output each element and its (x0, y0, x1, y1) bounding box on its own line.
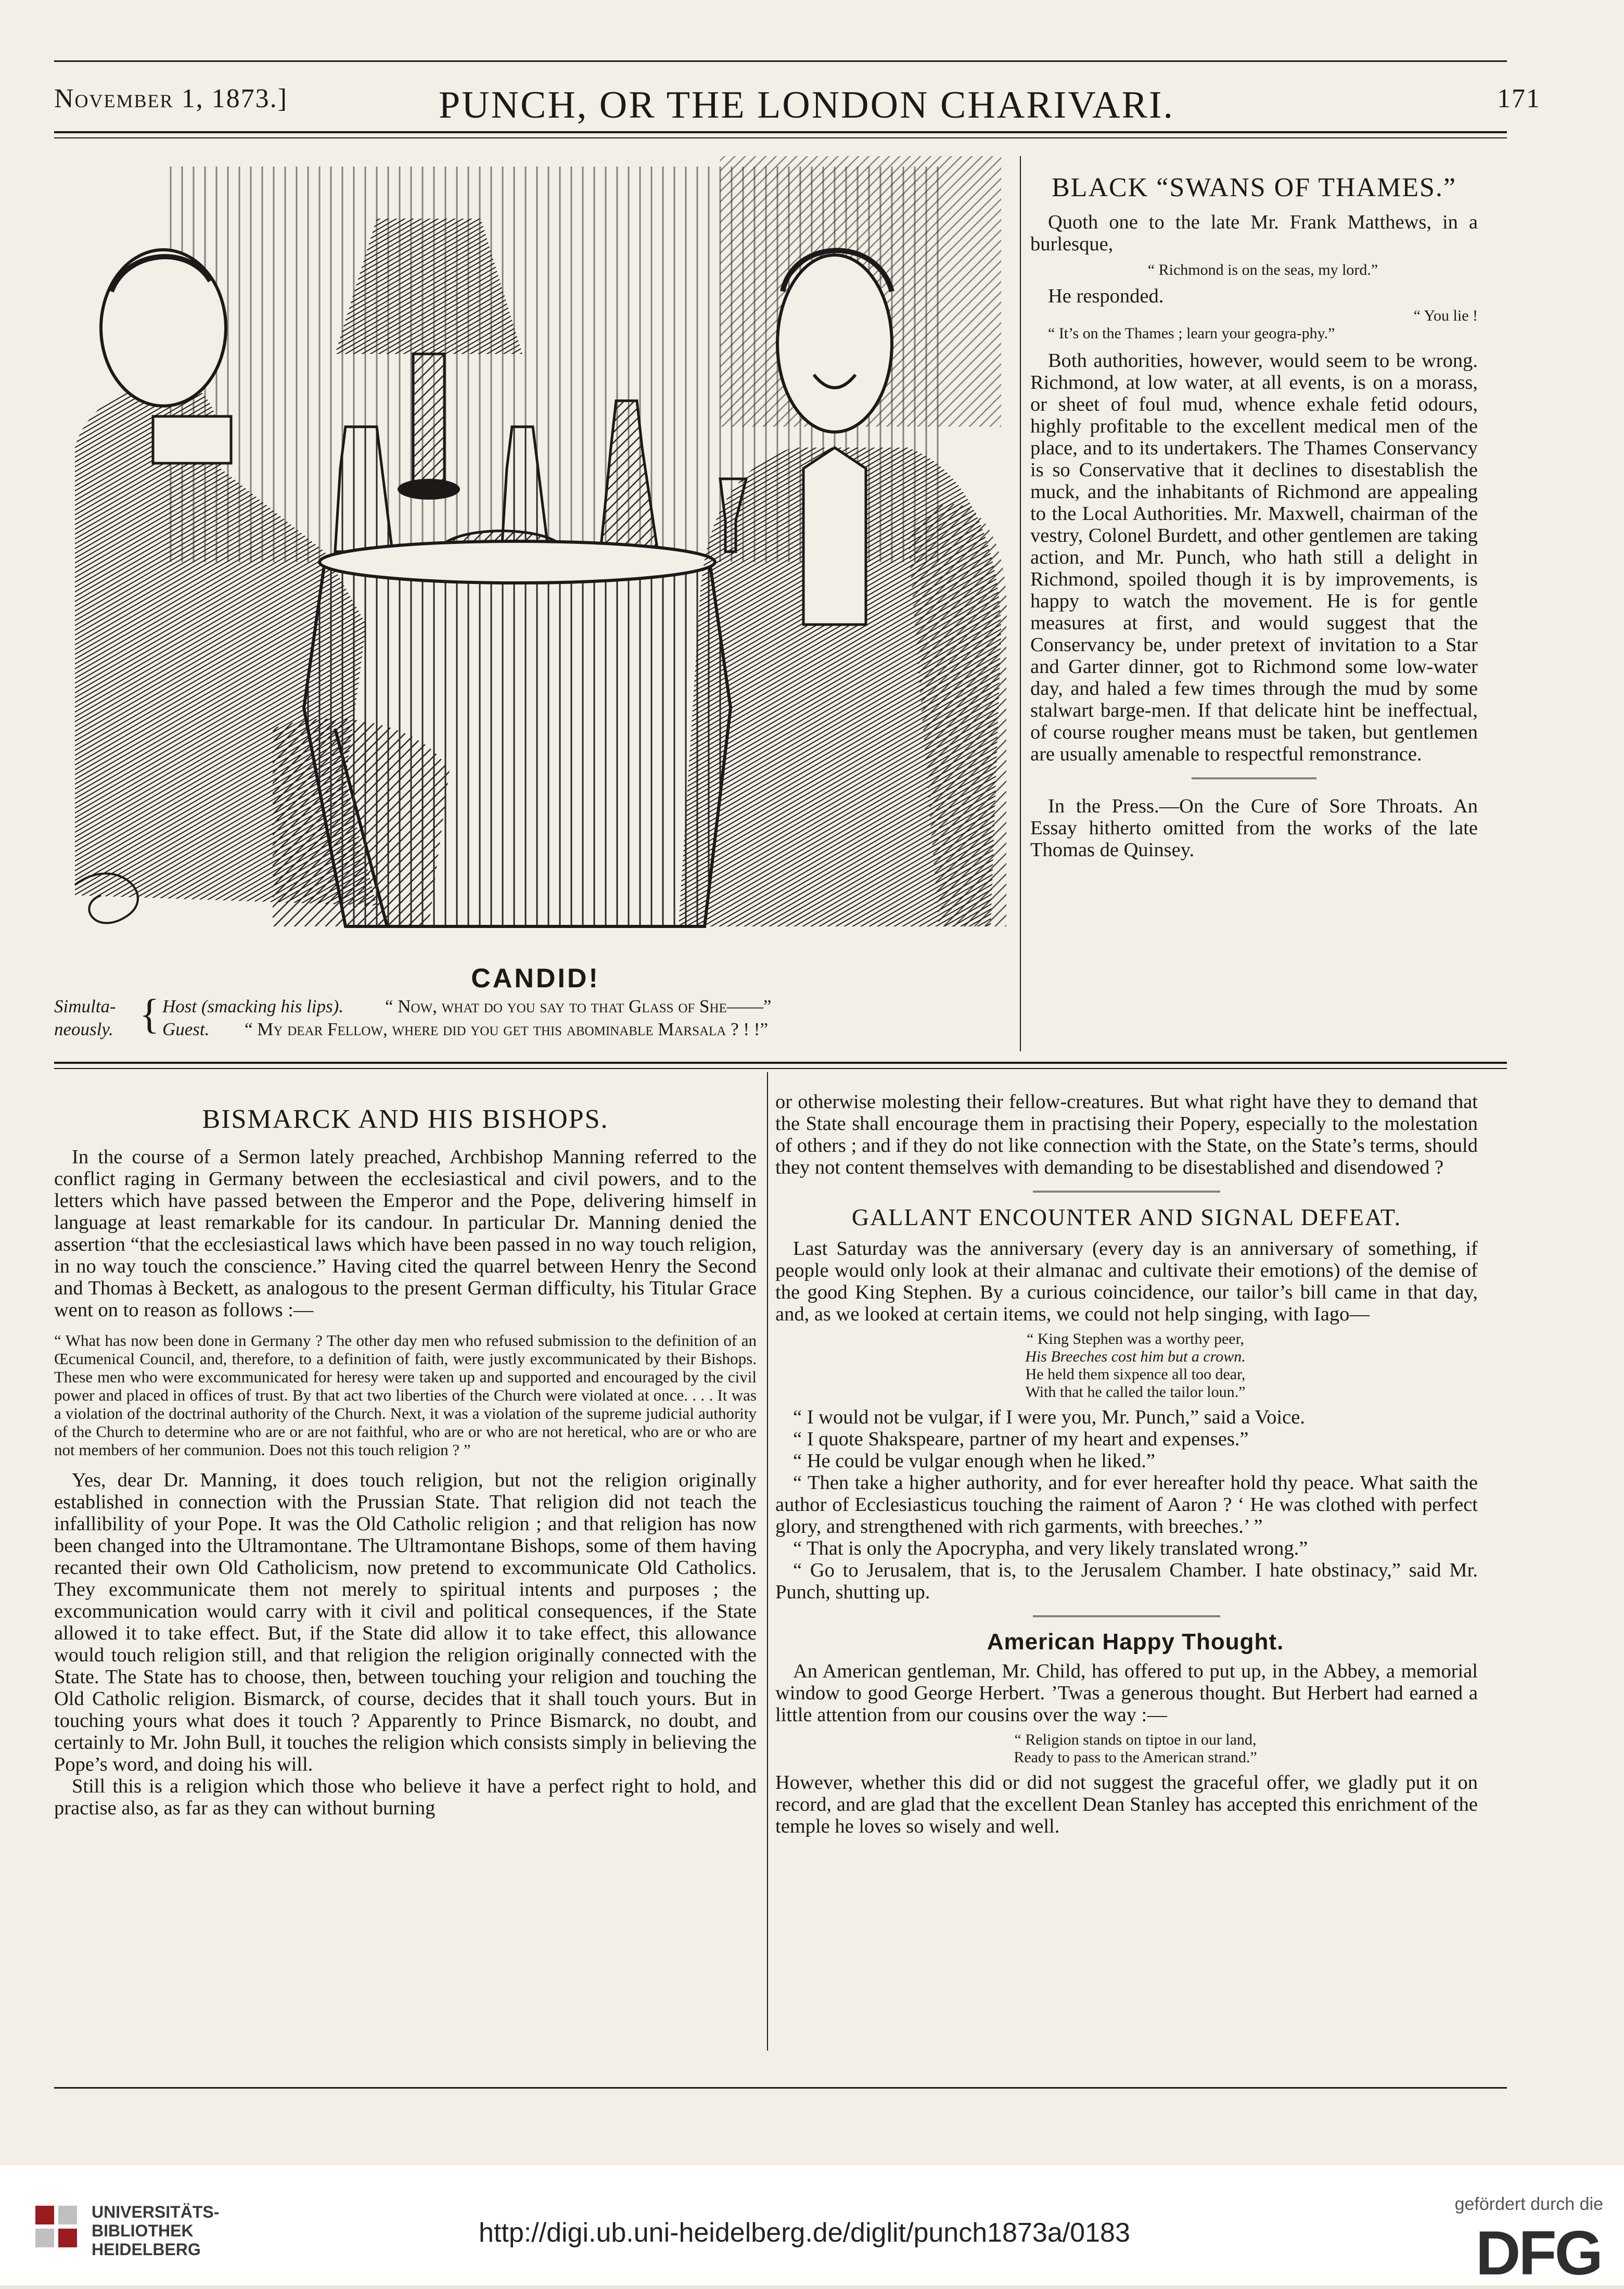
american-p1: An American gentleman, Mr. Child, has offered to put up, in the Abbey, a memorial window to good George Herbert. ’Twas a generous thought. But Herbert had earned a little attention from our cousins over the way :— (775, 1660, 1478, 1726)
black-swans-p1: Quoth one to the late Mr. Frank Matthews, in a burlesque, (1030, 211, 1478, 255)
cartoon-tag-line1: Simulta- (54, 996, 116, 1016)
bismarck-article (54, 1104, 757, 1819)
in-the-press: In the Press.—On the Cure of Sore Throats. An Essay hitherto omitted from the works of the late Thomas de Quinsey. (1030, 795, 1478, 861)
cartoon-line-host: “ Now, what do you say to that Glass of She——” (385, 996, 772, 1016)
black-swans-heading: BLACK “SWANS OF THAMES.” (1052, 173, 1456, 202)
bottom-rule (54, 2087, 1507, 2089)
gallant-p3: “ I quote Shakspeare, partner of my heart and expenses.” (793, 1428, 1249, 1450)
bismarck-p4: or otherwise molesting their fellow-creatures. But what right have they to demand that the State shall encourage them in practising their Popery, especially to the molestation of others ; and if they do not like connection with the State, on the State’s terms, should they not content themselves with demanding to be disestablished and disendowed ? (775, 1091, 1478, 1178)
header-title: PUNCH, OR THE LONDON CHARIVARI. (438, 84, 1175, 126)
gallant-p4: “ He could be vulgar enough when he liked.” (793, 1450, 1155, 1472)
american-verse2: Ready to pass to the American strand.” (1014, 1749, 1257, 1766)
column-divider-bottom (767, 1072, 768, 2051)
bismarck-p3: Still this is a religion which those who believe it have a perfect right to hold, and practise also, as far as they can without burning (54, 1775, 757, 1819)
american-heading: American Happy Thought. (987, 1629, 1284, 1655)
black-swans-verse1: “ Richmond is on the seas, my lord.” (1147, 261, 1378, 278)
permalink-url[interactable]: http://digi.ub.uni-heidelberg.de/diglit/punch1873a/0183 (479, 2218, 1130, 2248)
black-swans-article (1030, 173, 1478, 861)
cartoon-speaker-guest: Guest. (162, 1019, 210, 1039)
separator (1033, 1191, 1220, 1194)
gallant-verse1: “ King Stephen was a worthy peer, (1027, 1330, 1244, 1347)
gallant-p6: “ That is only the Apocrypha, and very likely translated wrong.” (793, 1537, 1308, 1559)
gallant-verse2: His Breeches cost him but a crown. (1025, 1348, 1246, 1365)
bismarck-heading: BISMARCK AND HIS BISHOPS. (202, 1104, 609, 1134)
gallant-verse4: With that he called the tailor loun.” (1025, 1383, 1246, 1401)
header-page-number: 171 (1497, 84, 1541, 113)
university-library-logo-icon (31, 2202, 81, 2252)
gallant-p5: “ Then take a higher authority, and for ever hereafter hold thy peace. What saith the author of Ecclesiasticus touching the raiment of Aaron ? ‘ He was clothed with perfect glory, and strengthened with rich garments, with breeches.’ ” (775, 1472, 1478, 1537)
right-column-bottom (775, 1091, 1478, 1837)
gallant-p7: “ Go to Jerusalem, that is, to the Jerusalem Chamber. I hate obstinacy,” said Mr. Punch, shutting up. (775, 1559, 1478, 1603)
black-swans-verse2: “ You lie ! (1413, 307, 1478, 324)
gallant-heading: GALLANT ENCOUNTER AND SIGNAL DEFEAT. (851, 1204, 1402, 1230)
bismarck-quote: “ What has now been done in Germany ? The other day men who refused submission to the definition of an Œcumenical Council, and, therefore, to a definition of faith, were justly excommunicated by their Bishops. These men who were excommunicated for heresy were taken up and supported and encouraged by the civil power and placed in offices of trust. By that act two liberties of the Church were violated at once. . . . It was a violation of the doctrinal authority of the Church. Next, it was a violation of the supreme judicial authority of the Church to determine who are or are not faithful, who are or who are not heretical, who are or who are not members of her communion. Does not this touch religion ? ” (54, 1331, 757, 1459)
separator (1192, 778, 1316, 781)
black-swans-p3: Both authorities, however, would seem to be wrong. Richmond, at low water, at all events, is on a morass, or sheet of foul mud, whence exhale fetid odours, highly profitable to the excellent medical men of the place, and to its undertakers. The Thames Conservancy is so Conservative that it declines to disestablish the muck, and the inhabitants of Richmond are appealing to the Local Authorities. Mr. Maxwell, chairman of the vestry, Colonel Burdett, and other gentlemen are taking action, and Mr. Punch, who hath still a delight in Richmond, spoiled though it is by improvements, is happy to watch the movement. He is for gentle measures at first, and would suggest that the Conservancy be, under pretext of invitation to a Star and Garter dinner, got to Richmond some low-water day, and haled a few times through the mud by some stalwart barge-men. If that delicate hint be ineffectual, of course rougher means must be taken, but gentlemen are usually amenable to respectful remonstrance. (1030, 350, 1478, 765)
gallant-p2: “ I would not be vulgar, if I were you, Mr. Punch,” said a Voice. (793, 1406, 1305, 1428)
gallant-verse3: He held them sixpence all too dear, (1025, 1366, 1246, 1383)
cartoon-line-guest: “ My dear Fellow, where did you get this abominable Marsala ? ! !” (245, 1019, 768, 1039)
digital-library-footer (0, 2165, 1624, 2288)
american-p2: However, whether this did or did not suggest the graceful offer, we gladly put it on record, and are glad that the excellent Dean Stanley has accepted this enrichment of the temple he loves so wisely and well. (775, 1772, 1478, 1837)
black-swans-verse3: “ It’s on the Thames ; learn your geogra-phy.” (1048, 325, 1335, 342)
top-rule (54, 60, 1507, 62)
cartoon-illustration (54, 156, 1017, 947)
bismarck-p1: In the course of a Sermon lately preached, Archbishop Manning referred to the conflict raging in Germany between the ecclesiastical and civil powers, and to the letters which have passed between the Emperor and the Pope, delivering himself in language at least remarkable for its candour. In particular Dr. Manning denied the assertion “that the ecclesiastical laws which have been passed in no way touch religion, in no way touch the conscience.” Having cited the quarrel between Henry the Second and Thomas à Beckett, as analogous to the present German difficulty, his Titular Grace went on to reason as follows :— (54, 1146, 757, 1321)
header-rule-thin (54, 137, 1507, 138)
library-name: UNIVERSITÄTS- BIBLIOTHEK HEIDELBERG (92, 2203, 220, 2259)
american-verse1: “ Religion stands on tiptoe in our land, (1014, 1731, 1257, 1748)
funded-by-label: gefördert durch die (1454, 2194, 1603, 2214)
mid-rule-thin (54, 1068, 1507, 1069)
gallant-p1: Last Saturday was the anniversary (every day is an anniversary of something, if people would only look at their almanac and cultivate their emotions) of the demise of the good King Stephen. By a curious coincidence, our tailor’s bill came in that day, and, as we looked at certain items, we could not help singing, with Iago— (775, 1238, 1478, 1325)
cartoon-brace: { (139, 991, 160, 1037)
cartoon-speaker-host: Host (smacking his lips). (162, 996, 344, 1016)
bismarck-p2: Yes, dear Dr. Manning, it does touch religion, but not the religion originally established in connection with the Prussian State. That religion did not teach the infallibility of your Pope. It was the Old Catholic religion ; and that religion has now been changed into the Ultramontane. The Ultramontane Bishops, some of them having recanted their own Old Catholicism, now pretend to excommunicate Old Catholics. They excommunicate them not merely to spiritual intents and purposes ; the excommunication would carry with it civil and political consequences, if the State allowed it to take effect. But, if the State did allow it to take effect, this allowance would touch religion still, and that religion the religion originally connected with the State. The State has to choose, then, between touching your religion and touching the Old Catholic religion. Bismarck, of course, decides that it shall touch yours. But in touching yours what does it touch ? Apparently to Prince Bismarck, no doubt, and certainly to Mr. John Bull, it touches the religion which consists simply in believing the Pope’s word, and doing his will. (54, 1469, 757, 1775)
header-rule (54, 131, 1507, 133)
column-divider-top (1020, 156, 1021, 1051)
mid-rule (54, 1062, 1507, 1064)
cartoon-tag-line2: neously. (54, 1019, 113, 1039)
header-date: November 1, 1873.] (54, 84, 288, 113)
cartoon-title: CANDID! (471, 963, 600, 994)
black-swans-p2: He responded. (1048, 285, 1164, 307)
separator (1033, 1616, 1220, 1619)
dfg-logo: DFG (1475, 2218, 1601, 2288)
